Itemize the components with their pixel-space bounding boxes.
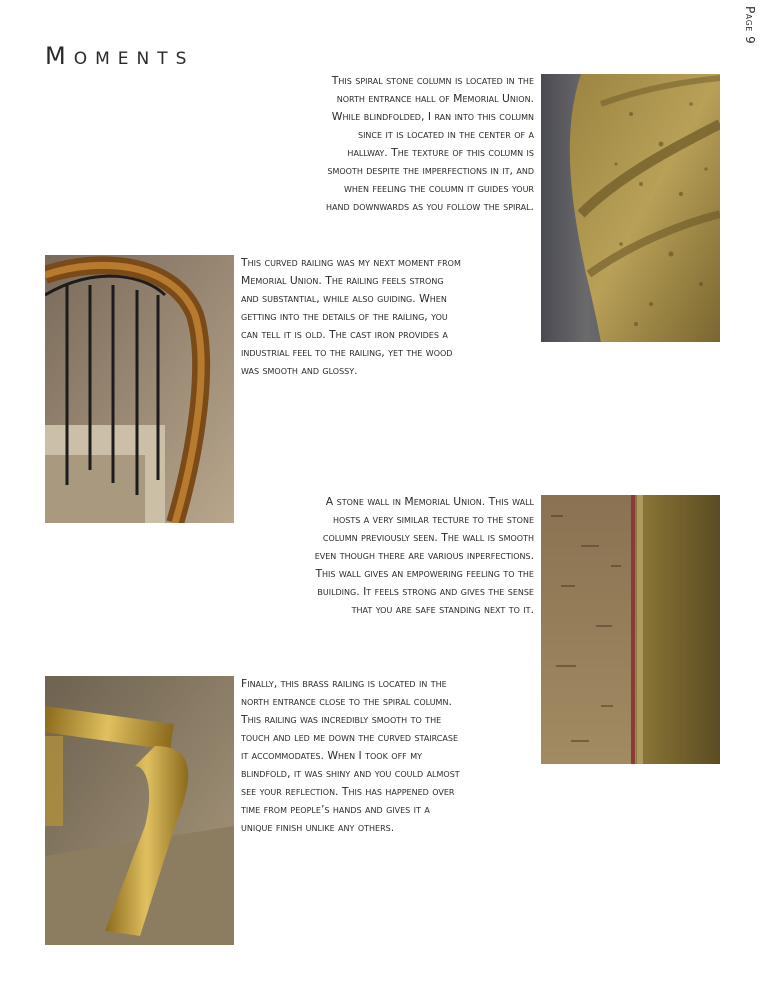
curved-railing-photo xyxy=(45,255,234,523)
spiral-column-caption: This spiral stone column is located in the north entrance hall of Memorial Union. While blindfolded, I ran into this column since it is located in the center of a hallway. The texture of this column is smooth despite the imperfections in it, and when feeling the column it guides your hand downwards as you follow the spiral. xyxy=(325,74,534,213)
stone-wall-photo xyxy=(541,495,720,764)
brass-railing-caption: Finally, this brass railing is located in the north entrance close to the spiral column. This railing was incredibly smooth to the touch and led me down the curved staircase it accommodates. When I took off my blindfold, it was shiny and you could almost see your reflection. This has happened over time from people’s hands and gives it a unique finish unlike any others. xyxy=(241,677,460,834)
page-title: Moments xyxy=(45,42,195,70)
brass-railing-photo xyxy=(45,676,234,945)
page-number: Page 9 xyxy=(743,6,757,45)
stone-wall-caption: A stone wall in Memorial Union. This wall hosts a very similar tecture to the stone column previously seen. The wall is smooth even though there are various inperfections. This wall gives an empowering feeling to the building. It feels strong and gives the sense that you are safe standing next to it. xyxy=(314,495,534,616)
curved-railing-caption: This curved railing was my next moment from Memorial Union. The railing feels strong and substantial, while also guiding. When getting into the details of the railing, you can tell it is old. The cast iron provides a industrial feel to the railing, yet the wood was smooth and glossy. xyxy=(241,256,461,377)
spiral-stone-column-photo xyxy=(541,74,720,342)
